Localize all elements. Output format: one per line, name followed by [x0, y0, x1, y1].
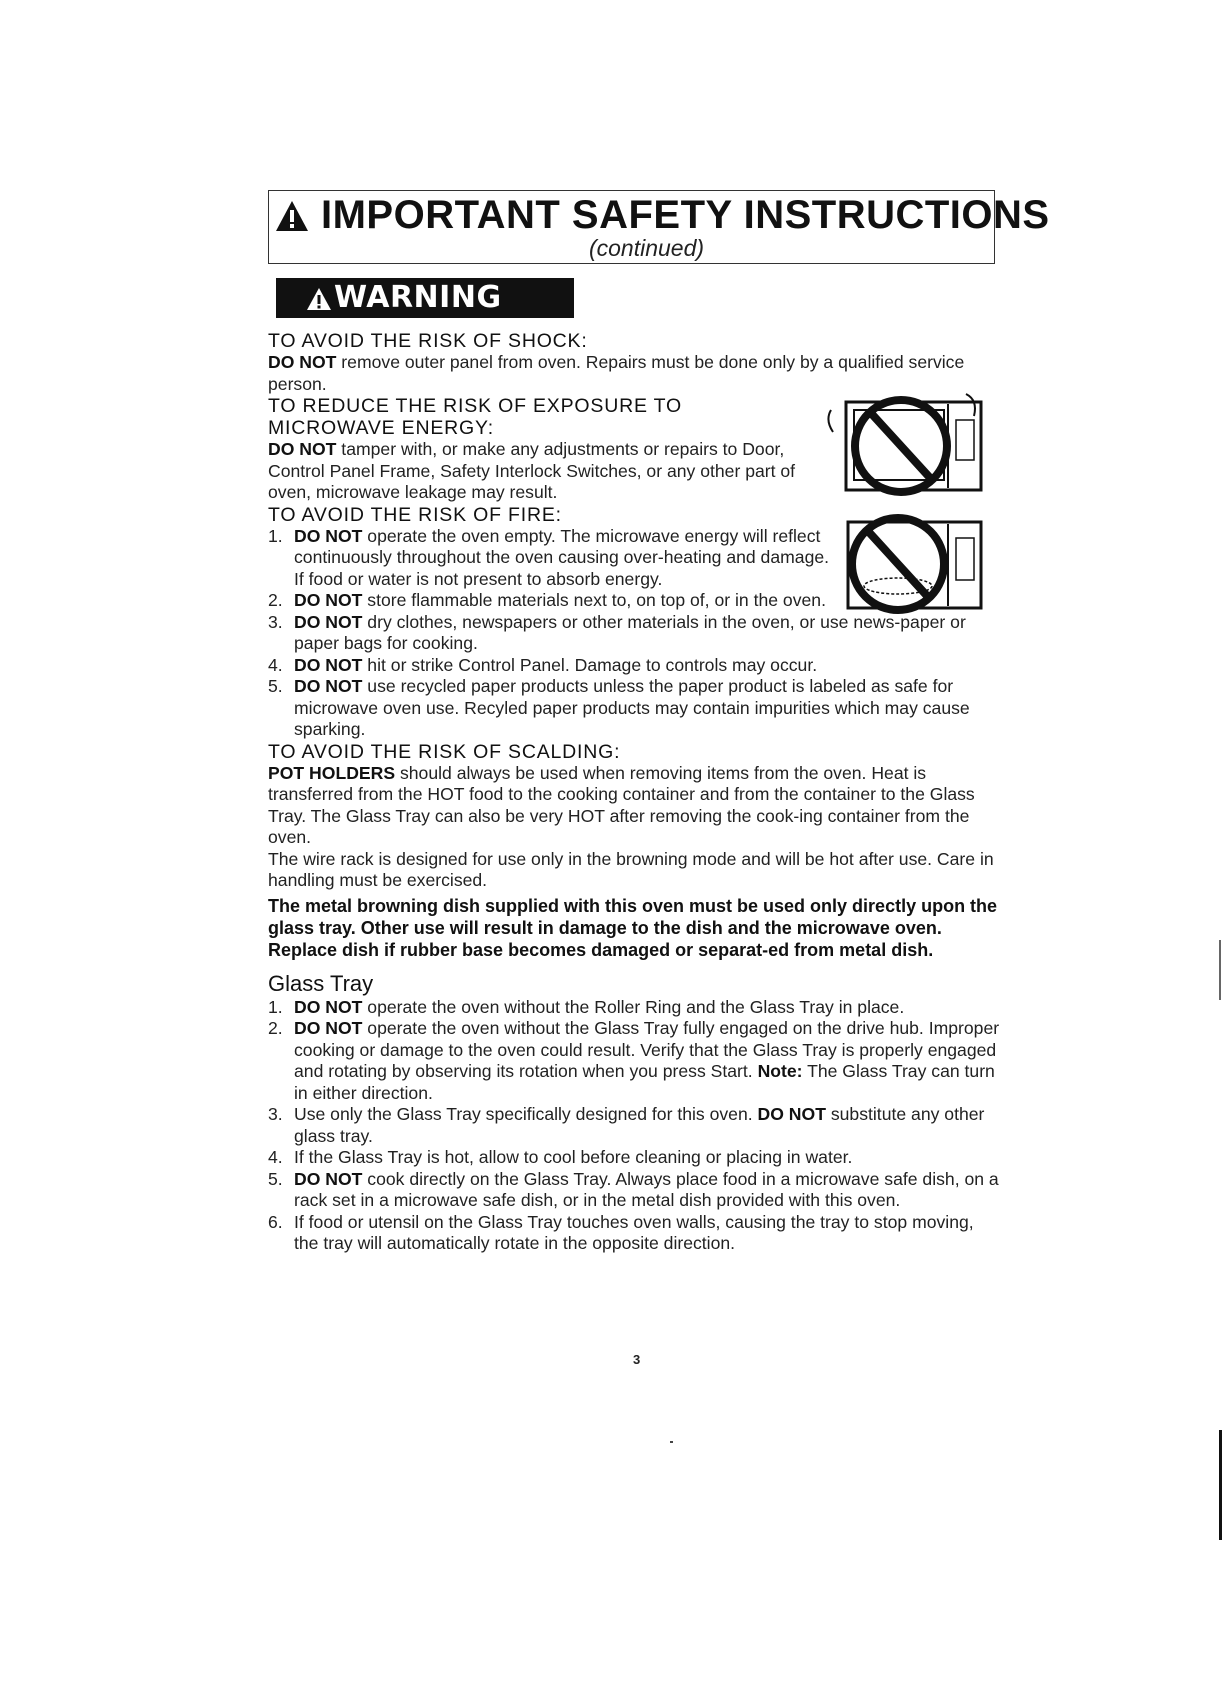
list-item: 2. DO NOT operate the oven without the Glass Tray fully engaged on the drive hub. Improper cooking or damage to the oven could result. Verify that the Glass Tray is properly engaged and rotating by observing its rotation when you press Start. Note: The Glass Tray can turn in either direction.: [268, 1018, 1000, 1103]
glass-tray-section: [268, 971, 1000, 1255]
shock-section: [268, 330, 1000, 395]
section-heading: TO AVOID THE RISK OF SHOCK:: [268, 330, 588, 352]
metal-dish-warning: The metal browning dish supplied with this oven must be used only directly upon the glass tray. Other use will result in damage to the dish and the microwave oven. Replace dish if rubber base becomes damaged or separat-ed from metal dish.: [268, 895, 998, 960]
list-item: 5. DO NOT cook directly on the Glass Tray. Always place food in a microwave safe dish, on a rack set in a microwave safe dish, or in the metal dish provided with this oven.: [268, 1168, 999, 1210]
section-heading: TO AVOID THE RISK OF FIRE:: [268, 503, 562, 526]
list-item: 3. DO NOT dry clothes, newspapers or other materials in the oven, or use news-paper or paper bags for cooking.: [268, 611, 966, 653]
warning-banner: [276, 278, 574, 318]
page-title: [275, 193, 1050, 238]
list-item: 5. DO NOT use recycled paper products unless the paper product is labeled as safe for microwave oven use. Recyled paper products may contain impurities which may cause sparking.: [268, 676, 970, 739]
list-item: 3. Use only the Glass Tray specifically designed for this oven. DO NOT substitute any other glass tray.: [268, 1104, 985, 1146]
list-item: 2. DO NOT store flammable materials next to, on top of, or in the oven.: [268, 590, 826, 610]
list-item: 4. DO NOT hit or strike Control Panel. Damage to controls may occur.: [268, 654, 818, 675]
warning-label: WARNING: [334, 280, 502, 315]
fire-list: [268, 526, 1000, 741]
section-heading: Glass Tray: [268, 970, 374, 996]
fire-section: [268, 504, 1000, 741]
warning-triangle-icon: [306, 287, 332, 311]
list-item: 1. DO NOT operate the oven empty. The microwave energy will reflect continuously throughout the oven causing over-heating and damage. If food or water is not present to absorb energy.: [268, 525, 830, 589]
exposure-text: DO NOT tamper with, or make any adjustments or repairs to Door, Control Panel Frame, Safety Interlock Switches, or any other part of oven, microwave leakage may result.: [268, 439, 796, 502]
list-item: 1. DO NOT operate the oven without the Roller Ring and the Glass Tray in place.: [268, 996, 905, 1017]
title-text: IMPORTANT SAFETY INSTRUCTIONS: [321, 193, 1050, 237]
shock-text: DO NOT remove outer panel from oven. Repairs must be done only by a qualified service person.: [268, 352, 965, 394]
scan-edge-mark: [1219, 940, 1221, 1000]
instructions-body: [268, 330, 1000, 1255]
scan-speck: [670, 1441, 673, 1443]
section-heading: TO AVOID THE RISK OF SCALDING:: [268, 740, 621, 763]
section-heading-cont: MICROWAVE ENERGY:: [268, 417, 494, 439]
scan-edge-mark: [1219, 1430, 1222, 1540]
scalding-section: [268, 741, 1000, 961]
glass-tray-list: [268, 997, 1000, 1255]
subtitle: (continued): [588, 235, 705, 261]
title-box: [268, 190, 1050, 264]
warning-triangle-icon: [275, 200, 309, 232]
exposure-section: [268, 395, 816, 504]
list-item: 6. If food or utensil on the Glass Tray touches oven walls, causing the tray to stop moving, the tray will automatically rotate in the opposite direction.: [268, 1211, 974, 1253]
wire-rack-text: The wire rack is designed for use only in the browning mode and will be hot after use. Care in handling must be exercised.: [268, 848, 994, 890]
page-number: 3: [633, 1352, 641, 1367]
scalding-text: POT HOLDERS should always be used when removing items from the oven. Heat is transferred from the HOT food to the cooking container and from the container to the Glass Tray. The Glass Tray can also be very HOT after removing the cook-ing container from the oven.: [268, 762, 975, 847]
section-heading: TO REDUCE THE RISK OF EXPOSURE TO: [268, 395, 682, 417]
list-item: 4. If the Glass Tray is hot, allow to cool before cleaning or placing in water.: [268, 1147, 853, 1167]
